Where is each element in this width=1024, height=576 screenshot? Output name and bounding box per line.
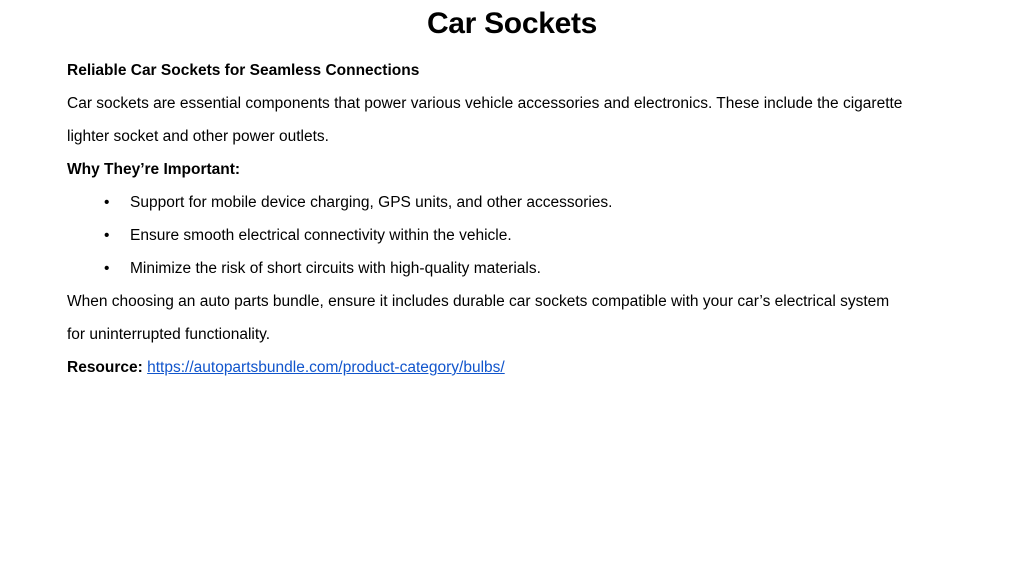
bullet-text: Ensure smooth electrical connectivity within the vehicle. (130, 227, 512, 244)
subtitle: Reliable Car Sockets for Seamless Connections (67, 62, 420, 79)
list-item (67, 186, 967, 219)
resource-line (67, 351, 967, 384)
slide-content (67, 54, 967, 384)
why-heading: Why They’re Important: (67, 161, 241, 178)
page-title: Car Sockets (426, 7, 598, 40)
resource-link[interactable]: https://autopartsbundle.com/product-category/bulbs/ (147, 359, 505, 376)
intro-line-1: Car sockets are essential components that power various vehicle accessories and electronics. These include the cigarette (67, 95, 903, 112)
list-item (67, 252, 967, 285)
bullet-icon: • (104, 194, 110, 211)
bullet-list (67, 186, 967, 285)
resource-label: Resource: (67, 359, 143, 376)
bullet-text: Support for mobile device charging, GPS units, and other accessories. (130, 194, 613, 211)
bullet-text: Minimize the risk of short circuits with high-quality materials. (130, 260, 541, 277)
bullet-icon: • (104, 227, 110, 244)
closing-line-1: When choosing an auto parts bundle, ensure it includes durable car sockets compatible with your car’s electrical system (67, 293, 890, 310)
intro-line-2: lighter socket and other power outlets. (67, 128, 329, 145)
bullet-icon: • (104, 260, 110, 277)
closing-line-2: for uninterrupted functionality. (67, 326, 271, 343)
list-item (67, 219, 967, 252)
